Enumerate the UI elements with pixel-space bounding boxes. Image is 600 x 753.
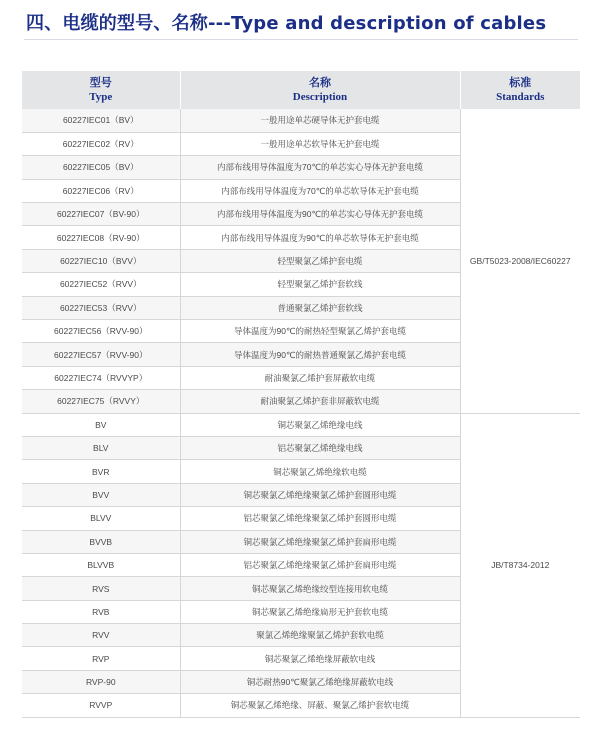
cable-description-cell: 内部布线用导体温度为90℃的单芯软导体无护套电缆 [180,226,460,249]
cable-description-cell: 铜芯聚氯乙烯绝缘屏蔽软电线 [180,647,460,670]
title-divider [24,39,578,40]
cable-description-cell: 铝芯聚氯乙烯绝缘聚氯乙烯护套扁形电缆 [180,553,460,576]
cable-description-cell: 轻型聚氯乙烯护套软线 [180,273,460,296]
header-standards-en: Standards [496,91,545,103]
cable-type-cell: BV [22,413,180,436]
table-row [22,413,580,436]
cable-description-cell: 铜芯聚氯乙烯绝缘聚氯乙烯护套扁形电缆 [180,530,460,553]
cable-description-cell: 铜芯聚氯乙烯绝缘聚氯乙烯护套圆形电缆 [180,483,460,506]
cable-description-cell: 耐油聚氯乙烯护套屏蔽软电缆 [180,366,460,389]
cable-description-cell: 铜芯耐热90℃聚氯乙烯绝缘屏蔽软电线 [180,670,460,693]
section-title: 四、电缆的型号、名称---Type and description of cables [26,13,547,34]
header-standards [460,71,580,109]
cable-type-cell: BVVB [22,530,180,553]
cable-description-cell: 聚氯乙烯绝缘聚氯乙烯护套软电缆 [180,624,460,647]
cable-type-cell: 60227IEC75（RVVY） [22,390,180,413]
standard-cell: GB/T5023-2008/IEC60227 [460,109,580,413]
cable-description-cell: 导体温度为90℃的耐热普通聚氯乙烯护套电缆 [180,343,460,366]
header-description [180,71,460,109]
cable-type-cell: BLV [22,436,180,459]
cable-type-cell: 60227IEC06（RV） [22,179,180,202]
table-header-row [22,71,580,109]
cable-type-cell: 60227IEC08（RV-90） [22,226,180,249]
cable-type-cell: BLVVB [22,553,180,576]
cable-types-table [22,71,580,718]
cable-type-cell: 60227IEC07（BV-90） [22,203,180,226]
cable-description-cell: 一般用途单芯软导体无护套电缆 [180,132,460,155]
cable-description-cell: 一般用途单芯硬导体无护套电缆 [180,109,460,132]
cable-description-cell: 铜芯聚氯乙烯绝缘电线 [180,413,460,436]
cable-type-cell: BLVV [22,507,180,530]
cable-type-cell: RVP [22,647,180,670]
header-type [22,71,180,109]
cable-type-cell: 60227IEC57（RVV-90） [22,343,180,366]
cable-description-cell: 内部布线用导体温度为90℃的单芯实心导体无护套电缆 [180,203,460,226]
cable-type-cell: 60227IEC05（BV） [22,156,180,179]
standard-cell: JB/T8734-2012 [460,413,580,717]
cable-type-cell: 60227IEC10（BVV） [22,249,180,272]
cable-description-cell: 内部布线用导体温度为70℃的单芯实心导体无护套电缆 [180,156,460,179]
cable-type-cell: 60227IEC02（RV） [22,132,180,155]
cable-type-cell: BVV [22,483,180,506]
header-standards-zh: 标准 [509,77,532,89]
header-type-en: Type [89,91,113,103]
cable-description-cell: 普通聚氯乙烯护套软线 [180,296,460,319]
cable-description-cell: 铜芯聚氯乙烯绝缘、屏蔽、聚氯乙烯护套软电缆 [180,694,460,717]
cable-description-cell: 耐油聚氯乙烯护套非屏蔽软电缆 [180,390,460,413]
cable-type-cell: 60227IEC56（RVV-90） [22,320,180,343]
cable-description-cell: 导体温度为90℃的耐热轻型聚氯乙烯护套电缆 [180,320,460,343]
cable-description-cell: 铜芯聚氯乙烯绝缘绞型连接用软电缆 [180,577,460,600]
header-description-zh: 名称 [309,77,331,89]
cable-description-cell: 内部布线用导体温度为70℃的单芯软导体无护套电缆 [180,179,460,202]
header-description-en: Description [292,91,348,103]
cable-type-cell: RVS [22,577,180,600]
cable-description-cell: 铜芯聚氯乙烯绝缘软电缆 [180,460,460,483]
cable-description-cell: 铜芯聚氯乙烯绝缘扁形无护套软电缆 [180,600,460,623]
header-type-zh: 型号 [89,77,112,89]
cable-type-cell: RVP-90 [22,670,180,693]
cable-type-cell: 60227IEC74（RVVYP） [22,366,180,389]
cable-type-cell: 60227IEC53（RVV） [22,296,180,319]
cable-type-cell: RVV [22,624,180,647]
cable-type-cell: 60227IEC52（RVV） [22,273,180,296]
cable-description-cell: 铝芯聚氯乙烯绝缘电线 [180,436,460,459]
cable-description-cell: 铝芯聚氯乙烯绝缘聚氯乙烯护套圆形电缆 [180,507,460,530]
cable-type-cell: RVB [22,600,180,623]
table-body [22,109,580,717]
section-header [0,0,600,44]
cable-type-cell: 60227IEC01（BV） [22,109,180,132]
cable-type-cell: BVR [22,460,180,483]
table-row [22,109,580,132]
cable-type-cell: RVVP [22,694,180,717]
cable-description-cell: 轻型聚氯乙烯护套电缆 [180,249,460,272]
